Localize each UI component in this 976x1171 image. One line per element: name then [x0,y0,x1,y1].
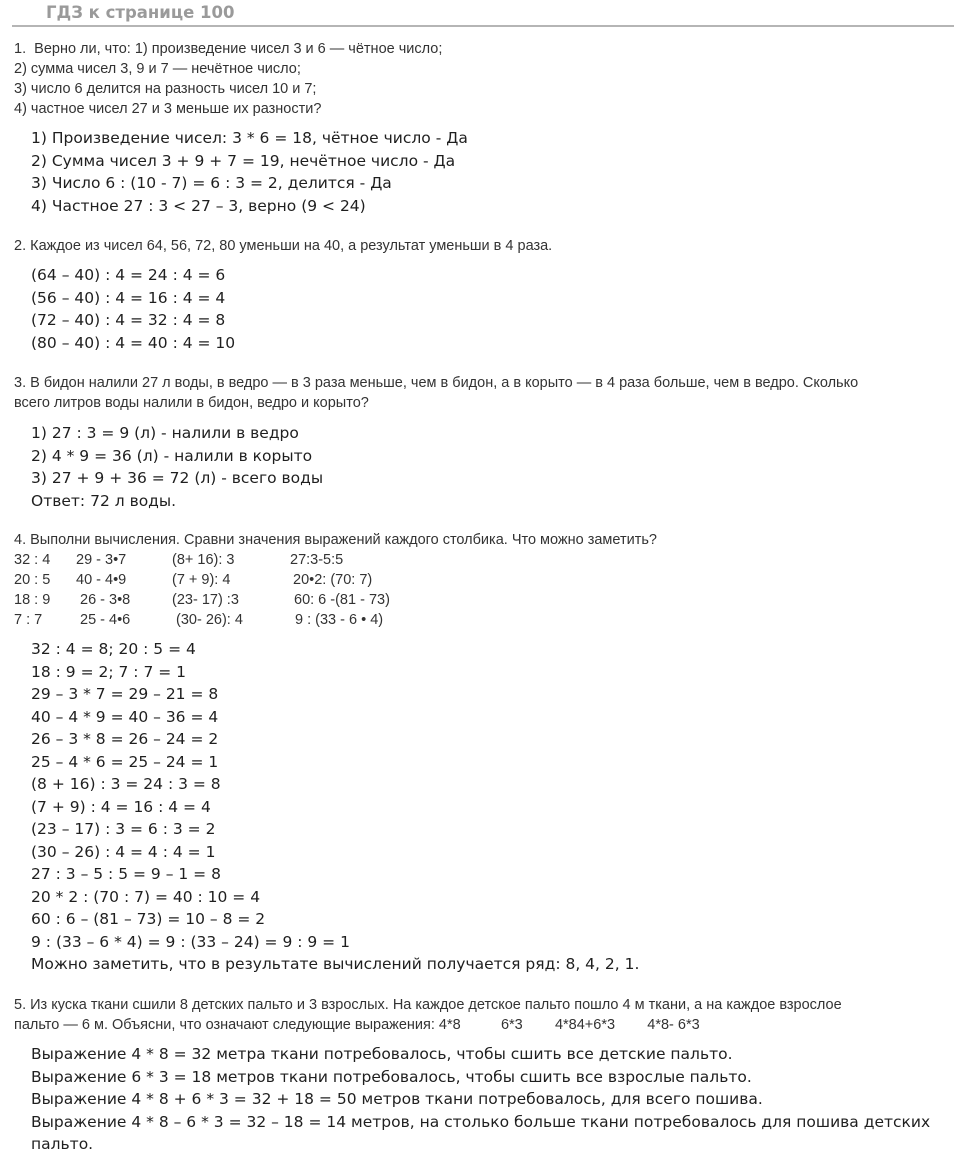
task2-question [14,236,964,256]
answer-line: Выражение 4 * 8 – 6 * 3 = 32 – 18 = 14 метров, на столько больше ткани потребовалось для пошива детских [31,1112,931,1131]
grid-cell: 29 - 3•7 [76,552,127,568]
task4-question [14,530,964,550]
task3-question [14,373,964,413]
grid-cell: (30- 26): 4 [176,612,243,628]
answer-line: 3) Число 6 : (10 - 7) = 6 : 3 = 2, делится - Да [31,174,392,192]
answer-line: 1) Произведение чисел: 3 * 6 = 18, чётное число - Да [31,129,468,147]
answer-line: 27 : 3 – 5 : 5 = 9 – 1 = 8 [31,865,221,883]
grid-cell: 7 : 7 [14,612,43,628]
grid-cell: 40 - 4•9 [76,572,127,588]
task1-question [14,39,964,119]
task4-answer [31,638,639,976]
question-line: 3. В бидон налили 27 л воды, в ведро — в 3 раза меньше, чем в бидон, а в корыто — в 4 раза больше, чем в ведро. Сколько [14,375,859,391]
answer-line: Можно заметить, что в результате вычислений получается ряд: 8, 4, 2, 1. [31,955,640,973]
task4-expression-grid [14,550,614,630]
answer-line: 2) 4 * 9 = 36 (л) - налили в корыто [31,446,313,465]
grid-cell: (8+ 16): 3 [172,552,235,568]
title-divider [12,25,954,27]
grid-cell: (23- 17) :3 [172,592,239,608]
grid-cell: (7 + 9): 4 [172,572,231,588]
question-line: пальто — 6 м. Объясни, что означают следующие выражения: 4*8 6*3 4*84+6*3 4*8- 6*3 [14,1017,700,1033]
grid-cell: 20 : 5 [14,572,51,588]
question-line: 4) частное чисел 27 и 3 меньше их разности? [14,101,322,117]
answer-line: 1) 27 : 3 = 9 (л) - налили в ведро [31,424,299,442]
question-line: всего литров воды налили в бидон, ведро и корыто? [14,395,369,411]
grid-row [14,570,614,590]
answer-line: (23 – 17) : 3 = 6 : 3 = 2 [31,820,216,838]
task3-answer [31,422,323,512]
page-title: ГДЗ к странице 100 [46,3,235,22]
answer-line: пальто. [31,1135,94,1153]
answer-line: 3) 27 + 9 + 36 = 72 (л) - всего воды [31,469,324,487]
answer-line: 9 : (33 – 6 * 4) = 9 : (33 – 24) = 9 : 9 = 1 [31,932,350,951]
grid-cell: 26 - 3•8 [80,592,131,608]
task5-answer [31,1043,930,1156]
answer-line: 2) Сумма чисел 3 + 9 + 7 = 19, нечётное число - Да [31,151,456,170]
answer-line: 60 : 6 – (81 – 73) = 10 – 8 = 2 [31,910,266,928]
question-line: 3) число 6 делится на разность чисел 10 и 7; [14,81,317,97]
answer-line: 18 : 9 = 2; 7 : 7 = 1 [31,662,187,681]
answer-line: Выражение 6 * 3 = 18 метров ткани потребовалось, чтобы сшить все взрослые пальто. [31,1067,752,1086]
answer-line: (8 + 16) : 3 = 24 : 3 = 8 [31,775,221,793]
grid-row [14,590,614,610]
question-line: 1. Верно ли, что: 1) произведение чисел 3 и 6 — чётное число; [14,41,443,57]
grid-cell: 9 : (33 - 6 • 4) [295,612,384,628]
answer-line: (64 – 40) : 4 = 24 : 4 = 6 [31,266,226,284]
answer-line: (30 – 26) : 4 = 4 : 4 = 1 [31,842,216,861]
answer-line: 4) Частное 27 : 3 < 27 – 3, верно (9 < 24) [31,196,366,215]
task5-question [14,995,964,1035]
question-line: 2) сумма чисел 3, 9 и 7 — нечётное число; [14,61,301,77]
task1-answer [31,127,468,217]
answer-line: (56 – 40) : 4 = 16 : 4 = 4 [31,288,226,307]
answer-line: 26 – 3 * 8 = 26 – 24 = 2 [31,730,219,748]
answer-line: (7 + 9) : 4 = 16 : 4 = 4 [31,797,211,816]
grid-cell: 60: 6 -(81 - 73) [294,592,390,608]
answer-line: Ответ: 72 л воды. [31,491,177,510]
answer-line: 25 – 4 * 6 = 25 – 24 = 1 [31,752,219,771]
task2-answer [31,264,235,354]
answer-line: 29 – 3 * 7 = 29 – 21 = 8 [31,685,219,703]
grid-cell: 32 : 4 [14,552,51,568]
answer-line: Выражение 4 * 8 + 6 * 3 = 32 + 18 = 50 метров ткани потребовалось, для всего пошива. [31,1090,763,1108]
grid-row [14,610,614,630]
grid-cell: 25 - 4•6 [80,612,131,628]
grid-cell: 20•2: (70: 7) [293,572,373,588]
question-line: 2. Каждое из чисел 64, 56, 72, 80 уменьши на 40, а результат уменьши в 4 раза. [14,238,553,254]
grid-cell: 18 : 9 [14,592,51,608]
question-line: 4. Выполни вычисления. Сравни значения выражений каждого столбика. Что можно заметить? [14,532,657,548]
answer-line: 40 – 4 * 9 = 40 – 36 = 4 [31,707,219,726]
grid-row [14,550,614,570]
grid-cell: 27:3-5:5 [290,552,344,568]
answer-line: (72 – 40) : 4 = 32 : 4 = 8 [31,311,226,329]
answer-line: Выражение 4 * 8 = 32 метра ткани потребовалось, чтобы сшить все детские пальто. [31,1045,733,1063]
answer-line: 20 * 2 : (70 : 7) = 40 : 10 = 4 [31,887,261,906]
answer-line: 32 : 4 = 8; 20 : 5 = 4 [31,640,196,658]
question-line: 5. Из куска ткани сшили 8 детских пальто и 3 взрослых. На каждое детское пальто пошло 4 м ткани, а на каждое взрослое [14,997,842,1013]
answer-line: (80 – 40) : 4 = 40 : 4 = 10 [31,333,236,352]
